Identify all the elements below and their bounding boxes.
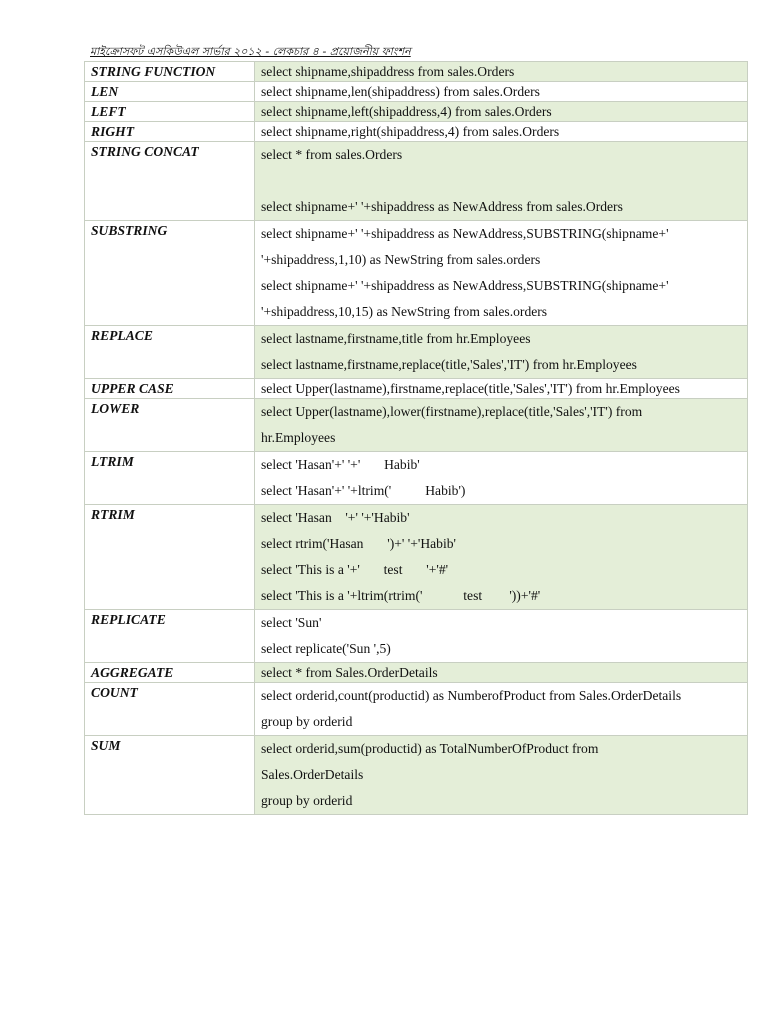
sql-line: select shipname,len(shipaddress) from sales.Orders <box>261 84 540 99</box>
sql-code <box>255 505 748 610</box>
sql-code <box>255 379 748 399</box>
function-name: LOWER <box>85 399 255 452</box>
function-name: SUBSTRING <box>85 221 255 326</box>
table-row <box>85 82 748 102</box>
sql-line: select 'This is a '+ltrim(rtrim(' test '))+'#' <box>261 588 541 603</box>
function-name: RTRIM <box>85 505 255 610</box>
sql-code <box>255 142 748 221</box>
sql-code <box>255 62 748 82</box>
sql-line: select shipname+' '+shipaddress as NewAddress from sales.Orders <box>261 199 623 214</box>
blank-line <box>261 168 741 194</box>
table-row <box>85 663 748 683</box>
sql-line: group by orderid <box>261 793 353 808</box>
sql-line: select shipname+' '+shipaddress as NewAddress,SUBSTRING(shipname+' <box>261 226 669 241</box>
sql-code <box>255 683 748 736</box>
sql-line: select shipname,left(shipaddress,4) from sales.Orders <box>261 104 552 119</box>
sql-line: select Upper(lastname),lower(firstname),replace(title,'Sales','IT') from <box>261 404 643 419</box>
table-row <box>85 610 748 663</box>
function-name: RIGHT <box>85 122 255 142</box>
sql-code <box>255 122 748 142</box>
table-row <box>85 736 748 815</box>
sql-line: select lastname,firstname,replace(title,'Sales','IT') from hr.Employees <box>261 357 637 372</box>
sql-line: '+shipaddress,1,10) as NewString from sales.orders <box>261 252 541 267</box>
sql-line: hr.Employees <box>261 430 336 445</box>
sql-code <box>255 102 748 122</box>
table-row <box>85 62 748 82</box>
function-name: REPLACE <box>85 326 255 379</box>
sql-line: select shipname,shipaddress from sales.Orders <box>261 64 515 79</box>
table-row <box>85 379 748 399</box>
table-row <box>85 142 748 221</box>
sql-code <box>255 736 748 815</box>
table-row <box>85 452 748 505</box>
function-name: COUNT <box>85 683 255 736</box>
sql-line: select orderid,sum(productid) as TotalNumberOfProduct from <box>261 741 599 756</box>
sql-line: select shipname,right(shipaddress,4) from sales.Orders <box>261 124 560 139</box>
sql-line: select 'This is a '+' test '+'#' <box>261 562 449 577</box>
table-row <box>85 399 748 452</box>
page-title: মাইক্রোসফট এসকিউএল সার্ভার ২০১২ - লেকচার ৪ - প্রয়োজনীয় ফাংশন <box>90 45 411 58</box>
sql-line: select * from sales.Orders <box>261 147 403 162</box>
function-name: REPLICATE <box>85 610 255 663</box>
function-name: STRING FUNCTION <box>85 62 255 82</box>
sql-line: '+shipaddress,10,15) as NewString from sales.orders <box>261 304 548 319</box>
sql-code <box>255 452 748 505</box>
sql-line: select rtrim('Hasan ')+' '+'Habib' <box>261 536 456 551</box>
sql-line: select 'Hasan '+' '+'Habib' <box>261 510 410 525</box>
table-row <box>85 122 748 142</box>
sql-code <box>255 663 748 683</box>
sql-line: select 'Hasan'+' '+ltrim(' Habib') <box>261 483 466 498</box>
function-name: LTRIM <box>85 452 255 505</box>
sql-line: Sales.OrderDetails <box>261 767 364 782</box>
sql-line: select lastname,firstname,title from hr.Employees <box>261 331 531 346</box>
function-name: AGGREGATE <box>85 663 255 683</box>
function-name: LEN <box>85 82 255 102</box>
function-name: LEFT <box>85 102 255 122</box>
sql-line: select shipname+' '+shipaddress as NewAddress,SUBSTRING(shipname+' <box>261 278 669 293</box>
sql-code <box>255 82 748 102</box>
function-name: UPPER CASE <box>85 379 255 399</box>
sql-code <box>255 221 748 326</box>
sql-line: select 'Hasan'+' '+' Habib' <box>261 457 420 472</box>
sql-code <box>255 326 748 379</box>
function-name: SUM <box>85 736 255 815</box>
table-row <box>85 326 748 379</box>
sql-line: select * from Sales.OrderDetails <box>261 665 438 680</box>
table-row <box>85 683 748 736</box>
table-row <box>85 505 748 610</box>
function-name: STRING CONCAT <box>85 142 255 221</box>
sql-line: group by orderid <box>261 714 353 729</box>
table-row <box>85 221 748 326</box>
sql-code <box>255 399 748 452</box>
sql-line: select orderid,count(productid) as NumberofProduct from Sales.OrderDetails <box>261 688 682 703</box>
table-row <box>85 102 748 122</box>
function-table <box>84 61 748 815</box>
sql-line: select 'Sun' <box>261 615 322 630</box>
sql-code <box>255 610 748 663</box>
sql-line: select replicate('Sun ',5) <box>261 641 391 656</box>
sql-line: select Upper(lastname),firstname,replace(title,'Sales','IT') from hr.Employees <box>261 381 680 396</box>
